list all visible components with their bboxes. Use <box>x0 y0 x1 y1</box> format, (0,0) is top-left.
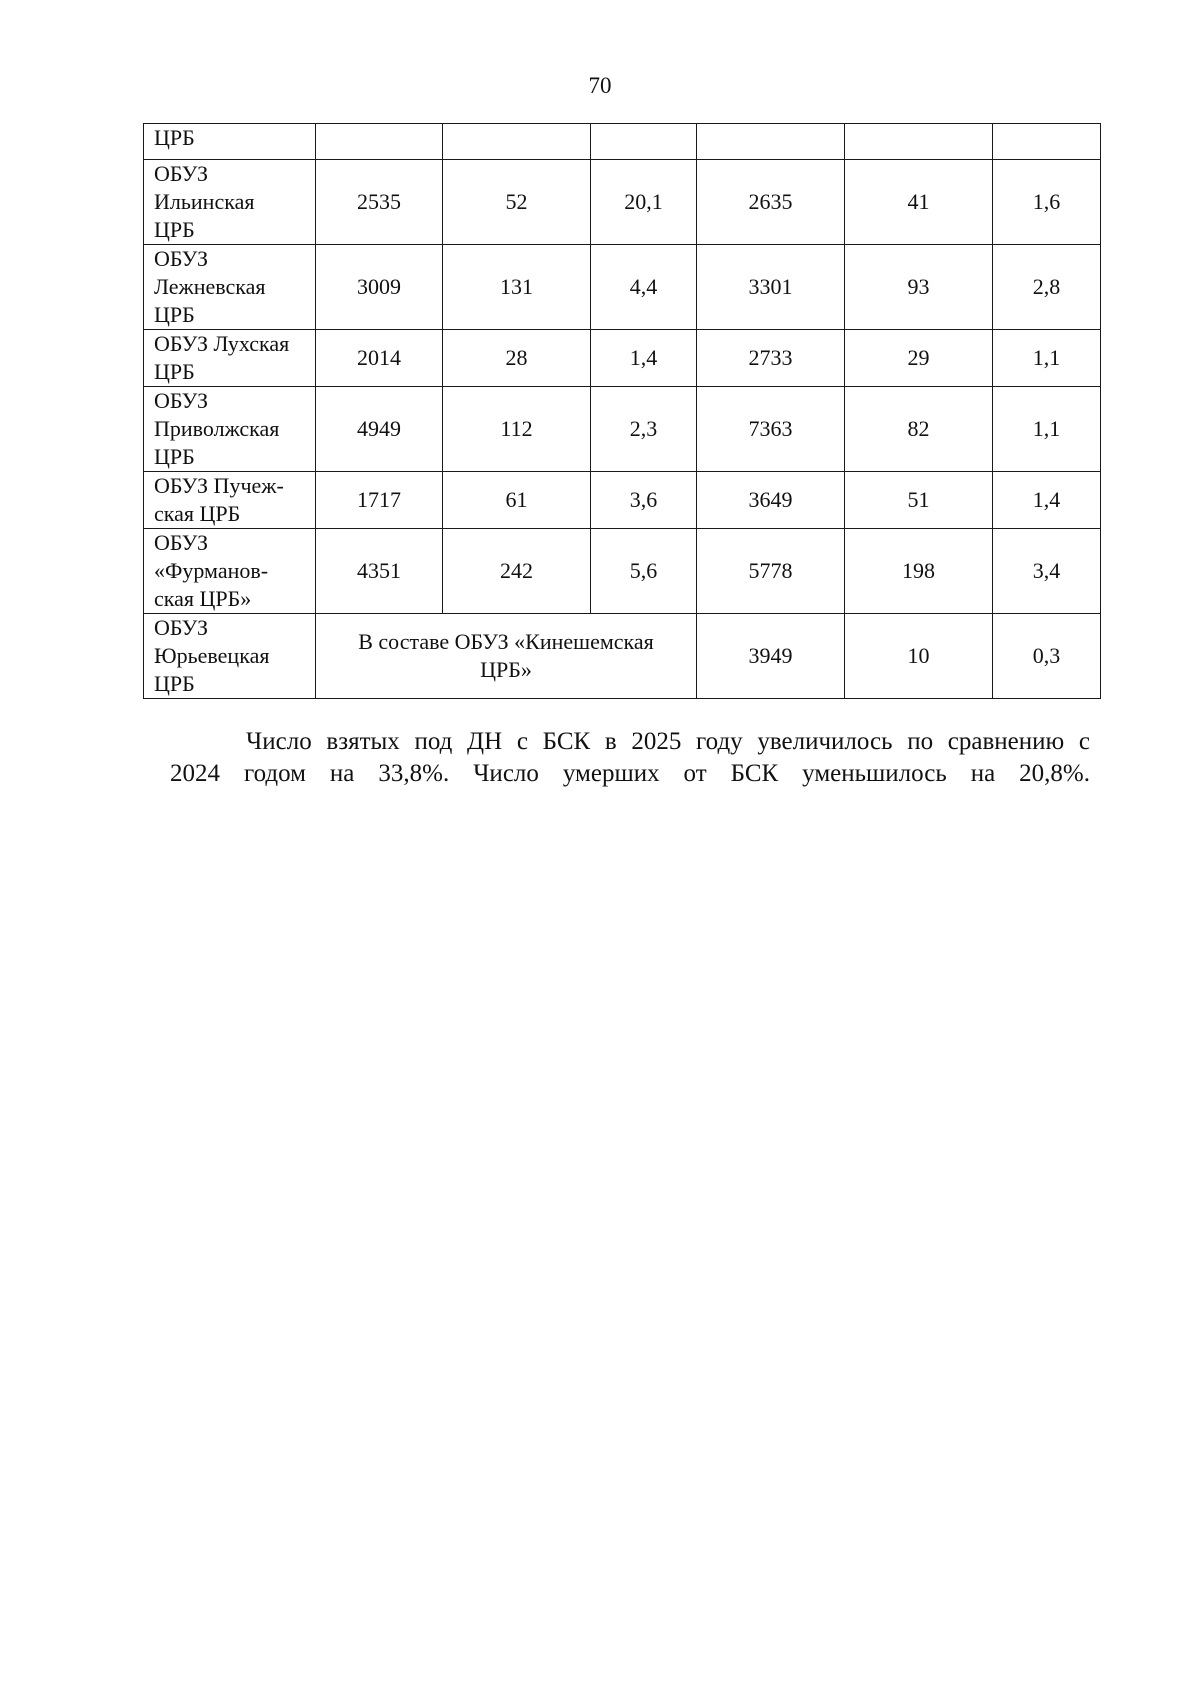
table-row <box>144 330 1101 387</box>
table-cell: 51 <box>845 472 993 529</box>
institution-name: ОБУЗ Ильинская ЦРБ <box>144 160 316 245</box>
table-cell: 2535 <box>316 160 443 245</box>
table-cell: 2014 <box>316 330 443 387</box>
table-cell: 198 <box>845 529 993 614</box>
table-cell <box>591 124 697 160</box>
table-cell: 61 <box>443 472 591 529</box>
table-cell: 4949 <box>316 387 443 472</box>
institution-name: ОБУЗ Юрьевецкая ЦРБ <box>144 614 316 699</box>
institution-name: ЦРБ <box>144 124 316 160</box>
table-cell: 28 <box>443 330 591 387</box>
table-cell: 82 <box>845 387 993 472</box>
table-cell <box>993 124 1101 160</box>
table-cell: 1,1 <box>993 330 1101 387</box>
table-cell: 0,3 <box>993 614 1101 699</box>
table-cell: 3,6 <box>591 472 697 529</box>
table-cell: 3009 <box>316 245 443 330</box>
table-row <box>144 387 1101 472</box>
institution-name: ОБУЗ Пучеж- ская ЦРБ <box>144 472 316 529</box>
summary-line: Число взятых под ДН с БСК в 2025 году увеличилось по сравнению с <box>246 728 1090 755</box>
table-cell: 1,6 <box>993 160 1101 245</box>
table-row <box>144 472 1101 529</box>
page-number: 70 <box>588 73 612 98</box>
table-cell: 29 <box>845 330 993 387</box>
table-cell: 5,6 <box>591 529 697 614</box>
table-cell <box>845 124 993 160</box>
table-cell <box>316 124 443 160</box>
table-row <box>144 124 1101 160</box>
table-cell: 1,4 <box>993 472 1101 529</box>
table-cell: 2733 <box>697 330 845 387</box>
table-cell: 4351 <box>316 529 443 614</box>
table-cell: 3949 <box>697 614 845 699</box>
table-cell: 41 <box>845 160 993 245</box>
table-cell <box>443 124 591 160</box>
table-cell: 1,1 <box>993 387 1101 472</box>
summary-line: 2024 годом на 33,8%. Число умерших от БСК уменьшилось на 20,8%. <box>170 760 1090 787</box>
institution-name: ОБУЗ «Фурманов- ская ЦРБ» <box>144 529 316 614</box>
institution-name: ОБУЗ Лухская ЦРБ <box>144 330 316 387</box>
table-cell: 52 <box>443 160 591 245</box>
table-cell: 112 <box>443 387 591 472</box>
data-table <box>143 123 1101 699</box>
table-cell: 3649 <box>697 472 845 529</box>
table-cell: 20,1 <box>591 160 697 245</box>
table-cell: 2,3 <box>591 387 697 472</box>
table-cell: 3301 <box>697 245 845 330</box>
table-cell: 3,4 <box>993 529 1101 614</box>
table-cell: 2635 <box>697 160 845 245</box>
table-cell: 242 <box>443 529 591 614</box>
table-cell: 7363 <box>697 387 845 472</box>
table-cell: 10 <box>845 614 993 699</box>
merged-note-cell: В составе ОБУЗ «Кинешемская ЦРБ» <box>316 614 697 699</box>
table-cell: 5778 <box>697 529 845 614</box>
table-cell: 1717 <box>316 472 443 529</box>
table-cell: 131 <box>443 245 591 330</box>
table-cell <box>697 124 845 160</box>
table-row <box>144 160 1101 245</box>
summary-paragraph <box>170 726 1090 790</box>
table-cell: 4,4 <box>591 245 697 330</box>
institution-name: ОБУЗ Приволжская ЦРБ <box>144 387 316 472</box>
table-cell: 2,8 <box>993 245 1101 330</box>
table-cell: 93 <box>845 245 993 330</box>
table-cell: 1,4 <box>591 330 697 387</box>
institution-name: ОБУЗ Лежневская ЦРБ <box>144 245 316 330</box>
table-row <box>144 245 1101 330</box>
table-row <box>144 614 1101 699</box>
table-row <box>144 529 1101 614</box>
